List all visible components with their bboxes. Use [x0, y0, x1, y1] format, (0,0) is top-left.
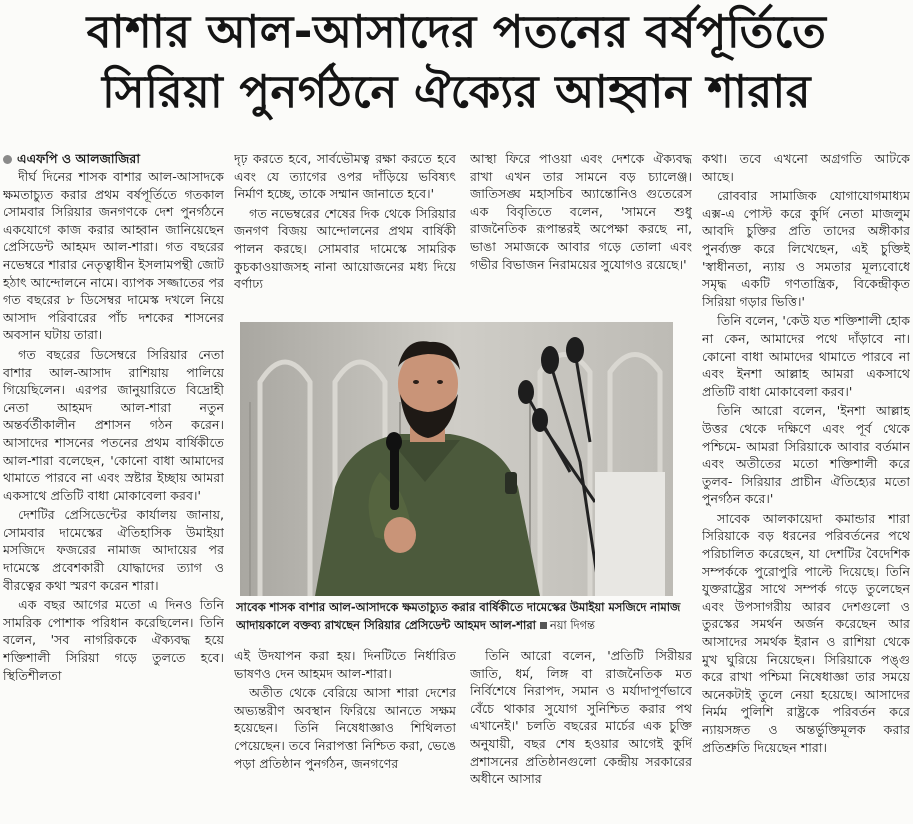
- paragraph: কথা। তবে এখনো অগ্রগতি আটকে আছে।: [702, 151, 910, 184]
- headline: [0, 2, 913, 130]
- paragraph: এক বছর আগের মতো এ দিনও তিনি সামরিক পোশাক পরিধান করেছিলেন। তিনি বলেন, 'সব নাগরিককে ঐক্যবদ্ধ হয়ে শক্তিশালী সিরিয়া গড়ে তুলতে হবে। স্থিতিশীলতা: [3, 597, 224, 683]
- paragraph: দীর্ঘ দিনের শাসক বাশার আল-আসাদকে ক্ষমতাচ্যুত করার প্রথম বর্ষপূর্তিতে গতকাল সোমবার সিরিয়ার জনগণকে দেশ পুনর্গঠনে একযোগে কাজ করার আহ্বান জানিয়েছেন প্রেসিডেন্ট আহমদ আল-শারা। গত বছরের নভেম্বরে শারার নেতৃত্বাধীন ইসলামপন্থী জোট হঠাৎ আন্দোলনে নামে। ব্যাপক সজ্জাতের পর গত বছরের ৮ ডিসেম্বর দামেস্ক দখলে নিয়ে আসাদ পরিবারের পাঁচ দশকের শাসনের অবসান ঘটায় তারা।: [3, 169, 224, 343]
- photo-credit: নয়া দিগন্ত: [549, 618, 595, 632]
- article-column-4: [702, 150, 910, 818]
- speaker-illustration: [240, 322, 673, 596]
- paragraph: অতীত থেকে বেরিয়ে আসা শারা দেশের অভ্যন্তরীণ অবস্থান ফিরিয়ে আনতে সক্ষম হয়েছেন। তিনি নিষেধাজ্ঞাও শিথিলতা পেয়েছেন। তবে নিরাপত্তা নিশ্চিত করা, ভেঙে পড়া প্রতিষ্ঠান পুনর্গঠন, জনগণের: [234, 685, 456, 771]
- paragraph: তিনি আরো বলেন, 'প্রতিটি সিরীয়র জাতি, ধর্ম, লিঙ্গ বা রাজনৈতিক মত নির্বিশেষে নিরাপদ, সমান ও মর্যাদাপূর্ণভাবে বেঁচে থাকার সুযোগ সুনিশ্চিত করার পথ এখানেই।' চলতি বছরের মার্চের এক চুক্তি অনুযায়ী, বছর শেষ হওয়ার আগেই কুর্দি প্রশাসনের প্রতিষ্ঠানগুলো কেন্দ্রীয় সরকারের অধীনে আসার: [470, 648, 692, 787]
- byline: [3, 150, 224, 167]
- caption-text: সাবেক শাসক বাশার আল-আসাদকে ক্ষমতাচ্যুত করার বার্ষিকীতে দামেস্কের উমাইয়া মসজিদে নামাজ আদায়কালে বক্তব্য রাখছেন সিরিয়ার প্রেসিডেন্ট আহমদ আল-শারা: [236, 600, 681, 632]
- article-column-3-bottom: [470, 647, 692, 819]
- paragraph: গত বছরের ডিসেম্বরে সিরিয়ার নেতা বাশার আল-আসাদ রাশিয়ায় পালিয়ে গিয়েছিলেন। এরপর জানুয়ারিতে বিদ্রোহী নেতা আহমদ আল-শারা নতুন অন্তর্বর্তীকালীন প্রশাসন গঠন করেন। আসাদের শাসনের পতনের প্রথম বার্ষিকীতে আল-শারা বলেছেন, 'কোনো বাধা আমাদের থামাতে পারবে না এবং স্রষ্টার ইচ্ছায় আমরা একসাথে প্রতিটি বাধা মোকাবেলা করব।': [3, 346, 224, 503]
- headline-line-2: সিরিয়া পুনর্গঠনে ঐক্যের আহ্বান শারার: [101, 65, 812, 118]
- bullet-icon: [3, 155, 12, 164]
- paragraph: রোববার সামাজিক যোগাযোগমাধ্যম এক্স-এ পোস্ট করে কুর্দি নেতা মাজলুম আবদি চুক্তির প্রতি তাদের অঙ্গীকার পুনর্ব্যক্ত করে লিখেছেন, এই চুক্তিই 'স্বাধীনতা, ন্যায় ও সমতার মূল্যবোধে সমৃদ্ধ একটি গণতান্ত্রিক, বিকেন্দ্রীকৃত সিরিয়া গড়ার ভিত্তি।': [702, 188, 910, 309]
- paragraph: তিনি আরো বলেন, 'ইনশা আল্লাহ উত্তর থেকে দক্ষিণে এবং পূর্ব থেকে পশ্চিমে- আমরা সিরিয়াকে আবার বর্তমান এবং অতীতের মতো শক্তিশালী করে তুলব- সিরিয়ার প্রাচীন ঐতিহ্যের মতো পুনর্গঠন করে।': [702, 403, 910, 507]
- paragraph: এই উদযাপন করা হয়। দিনটিতে নির্ধারিত ভাষণও দেন আহমদ আল-শারা।: [234, 648, 456, 681]
- paragraph: তিনি বলেন, 'কেউ যত শক্তিশালী হোক না কেন, আমাদের পথে দাঁড়াবে না। কোনো বাধা আমাদের থামাতে পারবে না এবং ইনশা আল্লাহ আমরা একসাথে প্রতিটি বাধা মোকাবেলা করব।': [702, 313, 910, 399]
- paragraph: দেশটির প্রেসিডেন্টের কার্যালয় জানায়, সোমবার দামেস্কের ঐতিহাসিক উমাইয়া মসজিদে ফজরের নামাজ আদায়ের পর দামেস্কে প্রবেশকারী যোদ্ধাদের ত্যাগ ও বীরত্বের কথা স্মরণ করেন শারা।: [3, 507, 224, 593]
- article-column-3-top: [470, 150, 692, 318]
- square-bullet-icon: [540, 622, 547, 629]
- article-column-2-bottom: [234, 647, 456, 819]
- article-column-1: [3, 150, 224, 818]
- headline-line-1: বাশার আল-আসাদের পতনের বর্ষপূর্তিতে: [86, 5, 827, 58]
- byline-text: এএফপি ও আলজাজিরা: [17, 151, 140, 166]
- article-column-2-top: [234, 150, 456, 318]
- photo-caption: [236, 598, 696, 638]
- paragraph: সাবেক আলকায়েদা কমান্ডার শারা সিরিয়াকে বড় ধরনের পরিবর্তনের পথে পরিচালিত করেছেন, যা দেশটির বৈদেশিক সম্পর্ককে পুরোপুরি পাল্টে দিয়েছে। তিনি যুক্তরাষ্ট্রের সাথে সম্পর্ক গড়ে তুলেছেন এবং উপসাগরীয় আরব দেশগুলো ও তুরস্কের সমর্থন অর্জন করেছেন আর আসাদের সমর্থক ইরান ও রাশিয়া থেকে মুখ ঘুরিয়ে নিয়েছেন। সিরিয়াকে পঙ্গু করে রাখা পশ্চিমা নিষেধাজ্ঞা তার সময়ে অনেকটাই তুলে নেয়া হয়েছে। আসাদের নির্মম পুলিশি রাষ্ট্রকে পরিবর্তন করে ন্যায়সঙ্গত ও অন্তর্ভুক্তিমূলক করার প্রতিশ্রুতি দিয়েছেন শারা।: [702, 510, 910, 755]
- news-photo: [240, 322, 673, 596]
- paragraph: দৃঢ় করতে হবে, সার্বভৌমত্ব রক্ষা করতে হবে এবং যে ত্যাগের ওপর দাঁড়িয়ে ভবিষ্যৎ নির্মাণ হচ্ছে, তাকে সম্মান জানাতে হবে।': [234, 151, 456, 202]
- paragraph: গত নভেম্বরের শেষের দিক থেকে সিরিয়ার জনগণ বিজয় আন্দোলনের প্রথম বার্ষিকী পালন করছে। সোমবার দামেস্কে সামরিক কুচকাওয়াজসহ নানা আয়োজনের মধ্য দিয়ে বর্ণাঢ্য: [234, 205, 456, 292]
- paragraph: আস্থা ফিরে পাওয়া এবং দেশকে ঐক্যবদ্ধ রাখা এখন তার সামনে বড় চ্যালেঞ্জ। জাতিসঙ্ঘ মহাসচিব অ্যান্তোনিও গুতেরেস এক বিবৃতিতে বলেন, 'সামনে শুধু রাজনৈতিক রূপান্তরই অপেক্ষা করছে না, ভাঙা সমাজকে আবার গড়ে তোলা এবং গভীর বিভাজন নিরাময়ের সুযোগও রয়েছে।': [470, 151, 692, 272]
